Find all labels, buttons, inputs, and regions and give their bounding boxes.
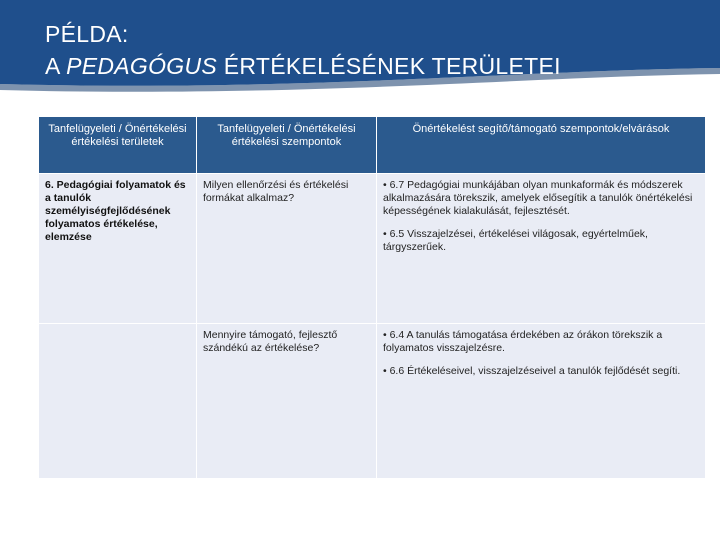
table-header-row: [39, 117, 706, 174]
title-suffix: ÉRTÉKELÉSÉNEK TERÜLETEI: [217, 53, 561, 79]
expectation-item: • 6.4 A tanulás támogatása érdekében az órákon törekszik a folyamatos visszajelzésre.: [383, 329, 663, 354]
title-italic-word: PEDAGÓGUS: [66, 53, 218, 79]
title-line-2: [45, 50, 561, 82]
title-banner: [0, 0, 720, 100]
expectation-item: • 6.5 Visszajelzései, értékelései világosak, egyértelműek, tárgyszerűek.: [383, 228, 648, 253]
evaluation-table: [38, 116, 706, 479]
title-line-1: PÉLDA:: [45, 21, 129, 47]
expectation-item: • 6.6 Értékeléseivel, visszajelzéseivel a tanulók fejlődését segíti.: [383, 365, 681, 377]
header-areas: Tanfelügyeleti / Önértékelési értékelési területek: [39, 117, 197, 174]
expectations-cell: [377, 324, 706, 479]
header-aspects: Tanfelügyeleti / Önértékelési értékelési szempontok: [197, 117, 377, 174]
expectation-item: • 6.7 Pedagógiai munkájában olyan munkaformák és módszerek alkalmazására törekszik, amelyek elősegítik a tanulók önértékelési képességének kialakulását, fejlesztését.: [383, 179, 693, 217]
aspect-cell: Mennyire támogató, fejlesztő szándékú az értékelése?: [197, 324, 377, 479]
aspect-cell: Milyen ellenőrzési és értékelési formákat alkalmaz?: [197, 174, 377, 324]
area-cell: [39, 324, 197, 479]
expectations-cell: [377, 174, 706, 324]
header-expectations: Önértékelést segítő/támogató szempontok/elvárások: [377, 117, 706, 174]
table-row: [39, 324, 706, 479]
title-prefix: A: [45, 53, 67, 79]
page-title: [45, 18, 561, 82]
area-cell: 6. Pedagógiai folyamatok és a tanulók személyiségfejlődésének folyamatos értékelése, elemzése: [39, 174, 197, 324]
table-row: [39, 174, 706, 324]
